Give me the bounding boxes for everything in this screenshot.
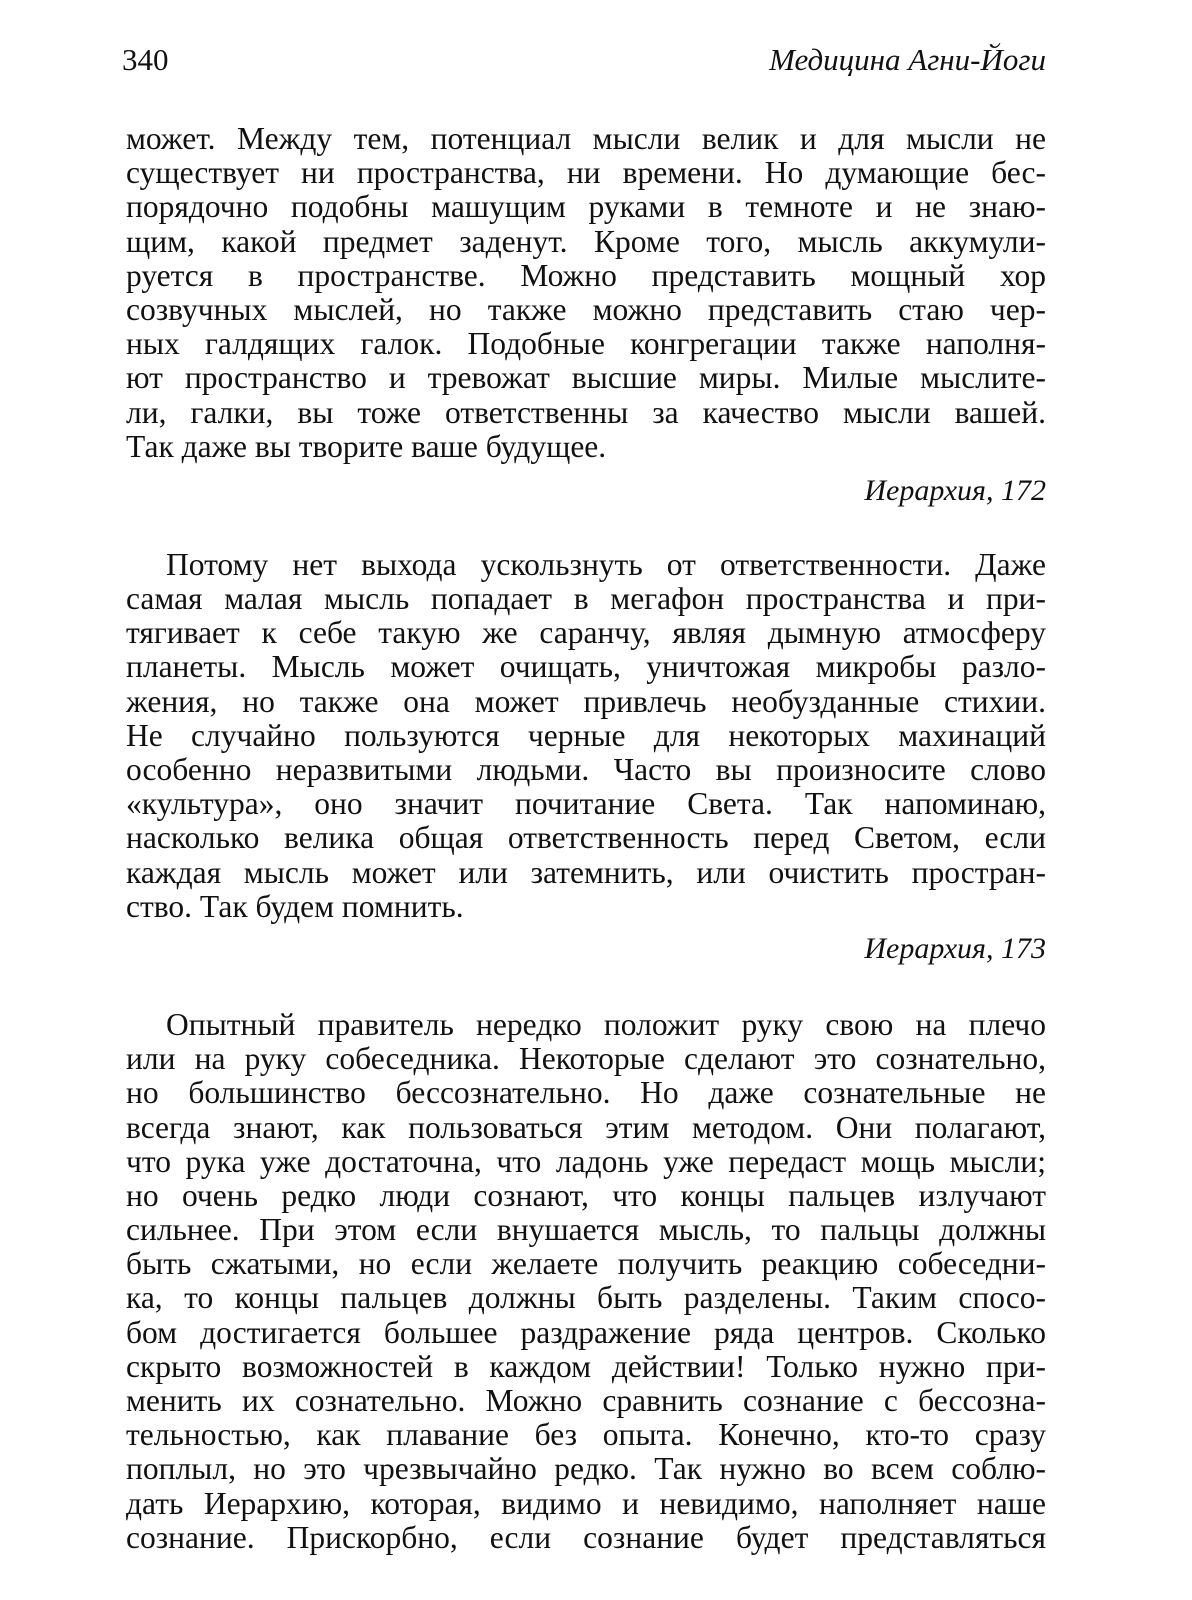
text-line: Так даже вы творите ваше будущее. [126,428,607,464]
text-line: насколько велика общая ответственность перед Светом, если [126,820,1046,856]
text-line: руется в пространстве. Можно представить мощный хор [126,257,1046,293]
text-line: ли, галки, вы тоже ответственны за качество мысли вашей. [126,394,1046,430]
text-line: жения, но также она может привлечь необузданные стихии. [126,683,1046,719]
text-line: планеты. Мысль может очищать, уничтожая микробы разло- [126,649,1046,685]
text-line: самая малая мысль попадает в мегафон пространства и при- [126,581,1046,617]
text-line: быть сжатыми, но если желаете получить реакцию собеседни- [126,1246,1046,1282]
text-line: может. Между тем, потенциал мысли велик и для мысли не [126,121,1046,156]
paragraph-3 [126,1008,1046,1555]
text-line: Потому нет выхода ускользнуть от ответственности. Даже [166,546,1046,582]
text-line: или на руку собеседника. Некоторые сделают это сознательно, [126,1041,1046,1077]
text-line: щим, какой предмет заденут. Кроме того, мысль аккумули- [126,223,1046,259]
text-line: скрыто возможностей в каждом действии! Только нужно при- [126,1348,1046,1384]
text-line: сознание. Прискорбно, если сознание будет представляться [126,1519,1046,1555]
text-line: ют пространство и тревожат высшие миры. Милые мыслите- [126,360,1046,396]
source-citation: Иерархия, 172 [864,473,1046,507]
text-line: каждая мысль может или затемнить, или очистить простран- [126,854,1046,890]
text-line: но большинство бессознательно. Но даже сознательные не [126,1075,1046,1111]
paragraph-2 [126,548,1046,924]
paragraph-1 [126,122,1046,464]
text-line: Опытный правитель нередко положит руку свою на плечо [166,1006,1046,1042]
text-line: что рука уже достаточна, что ладонь уже передаст мощь мысли; [126,1143,1046,1179]
text-line: тельностью, как плавание без опыта. Конечно, кто-то сразу [126,1417,1046,1453]
text-line: бом достигается большее раздражение ряда центров. Сколько [126,1314,1046,1350]
text-line: тягивает к себе такую же саранчу, являя дымную атмосферу [126,615,1046,651]
text-line: Не случайно пользуются черные для некоторых махинаций [126,717,1046,753]
text-line: всегда знают, как пользоваться этим методом. Они полагают, [126,1109,1046,1145]
text-line: «культура», оно значит почитание Света. Так напоминаю, [126,786,1046,822]
text-line: поплыл, но это чрезвычайно редко. Так нужно во всем соблю- [126,1451,1046,1487]
running-head [122,40,1046,80]
page-number: 340 [122,42,169,77]
text-line: ка, то концы пальцев должны быть разделены. Таким спосо- [126,1280,1046,1316]
text-line: ных галдящих галок. Подобные конгрегации также наполня- [126,326,1046,362]
book-title: Медицина Агни-Йоги [769,42,1046,77]
text-line: созвучных мыслей, но также можно представить стаю чер- [126,291,1046,327]
page-content [126,122,1046,1555]
text-line: порядочно подобны машущим руками в темноте и не знаю- [126,189,1046,225]
text-line: дать Иерархию, которая, видимо и невидимо, наполняет наше [126,1485,1046,1521]
text-line: ство. Так будем помнить. [126,888,464,924]
text-line: существует ни пространства, ни времени. Но думающие бес- [126,155,1046,191]
text-line: особенно неразвитыми людьми. Часто вы произносите слово [126,752,1046,787]
text-line: сильнее. При этом если внушается мысль, то пальцы должны [126,1212,1046,1248]
text-line: менить их сознательно. Можно сравнить сознание с бессозна- [126,1383,1046,1418]
book-page [122,40,1046,1555]
text-line: но очень редко люди сознают, что концы пальцев излучают [126,1177,1046,1213]
source-citation: Иерархия, 173 [864,931,1046,965]
